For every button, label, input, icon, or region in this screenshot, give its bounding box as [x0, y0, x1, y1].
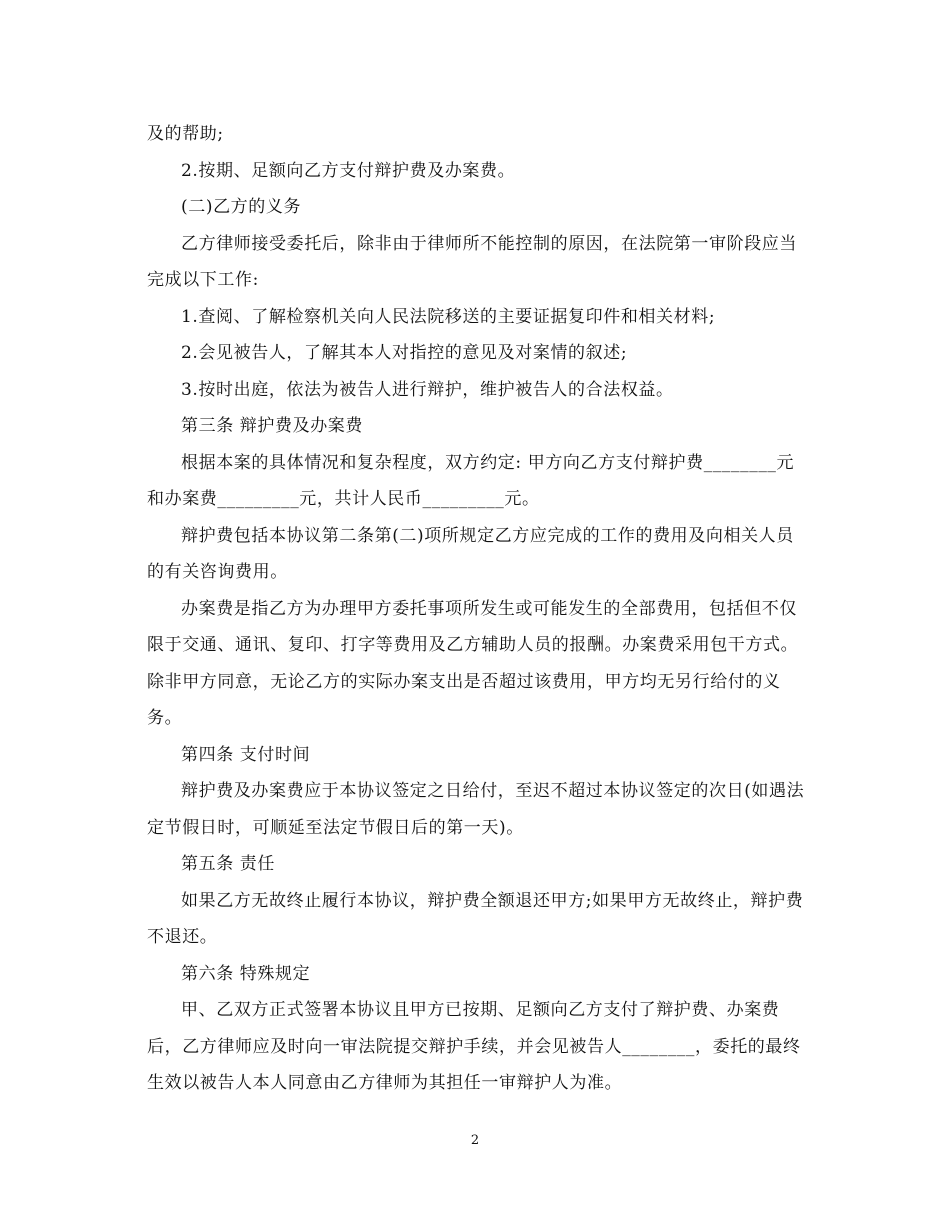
- paragraph-payment-time: 辩护费及办案费应于本协议签定之日给付，至迟不超过本协议签定的次日(如遇法定节假日时，可顺延至法定节假日后的第一天)。: [147, 781, 805, 838]
- document-body: [147, 116, 807, 1102]
- paragraph-obligation-2: 2.按期、足额向乙方支付辩护费及办案费。: [181, 160, 516, 181]
- article-heading-special-provisions: 第六条 特殊规定: [181, 963, 311, 984]
- paragraph-duty-3: 3.按时出庭，依法为被告人进行辩护，维护被告人的合法权益。: [181, 379, 674, 400]
- paragraph-party-b-duties: 乙方律师接受委托后，除非由于律师所不能控制的原因，在法院第一审阶段应当完成以下工作:: [147, 233, 797, 290]
- page-number: 2: [470, 1133, 480, 1148]
- section-heading-party-b-obligations: (二)乙方的义务: [181, 197, 302, 217]
- paragraph-fee-agreement: 根据本案的具体情况和复杂程度，双方约定: 甲方向乙方支付辩护费________元和办案费_________元，共计人民币_________元。: [147, 452, 795, 509]
- paragraph-duty-2: 2.会见被告人，了解其本人对指控的意见及对案情的叙述;: [181, 343, 628, 363]
- paragraph-duty-1: 1.查阅、了解检察机关向人民法院移送的主要证据复印件和相关材料;: [181, 306, 716, 327]
- paragraph-liability: 如果乙方无故终止履行本协议，辩护费全额退还甲方;如果甲方无故终止，辩护费不退还。: [147, 890, 804, 947]
- paragraph-continuation: 及的帮助;: [147, 124, 224, 144]
- paragraph-case-fee-scope: 办案费是指乙方为办理甲方委托事项所发生或可能发生的全部费用，包括但不仅限于交通、通讯、复印、打字等费用及乙方辅助人员的报酬。办案费采用包干方式。除非甲方同意，无论乙方的实际办案支出是否超过该费用，甲方均无另行给付的义务。: [147, 598, 799, 728]
- article-heading-fees: 第三条 辩护费及办案费: [181, 416, 364, 436]
- paragraph-defense-fee-scope: 辩护费包括本协议第二条第(二)项所规定乙方应完成的工作的费用及向相关人员的有关咨询费用。: [147, 525, 794, 582]
- paragraph-special-provisions: 甲、乙双方正式签署本协议且甲方已按期、足额向乙方支付了辩护费、办案费后，乙方律师应及时向一审法院提交辩护手续，并会见被告人________，委托的最终生效以被告人本人同意由乙方律师为其担任一审辩护人为准。: [147, 1000, 801, 1093]
- article-heading-liability: 第五条 责任: [181, 854, 276, 874]
- article-heading-payment-time: 第四条 支付时间: [181, 744, 311, 765]
